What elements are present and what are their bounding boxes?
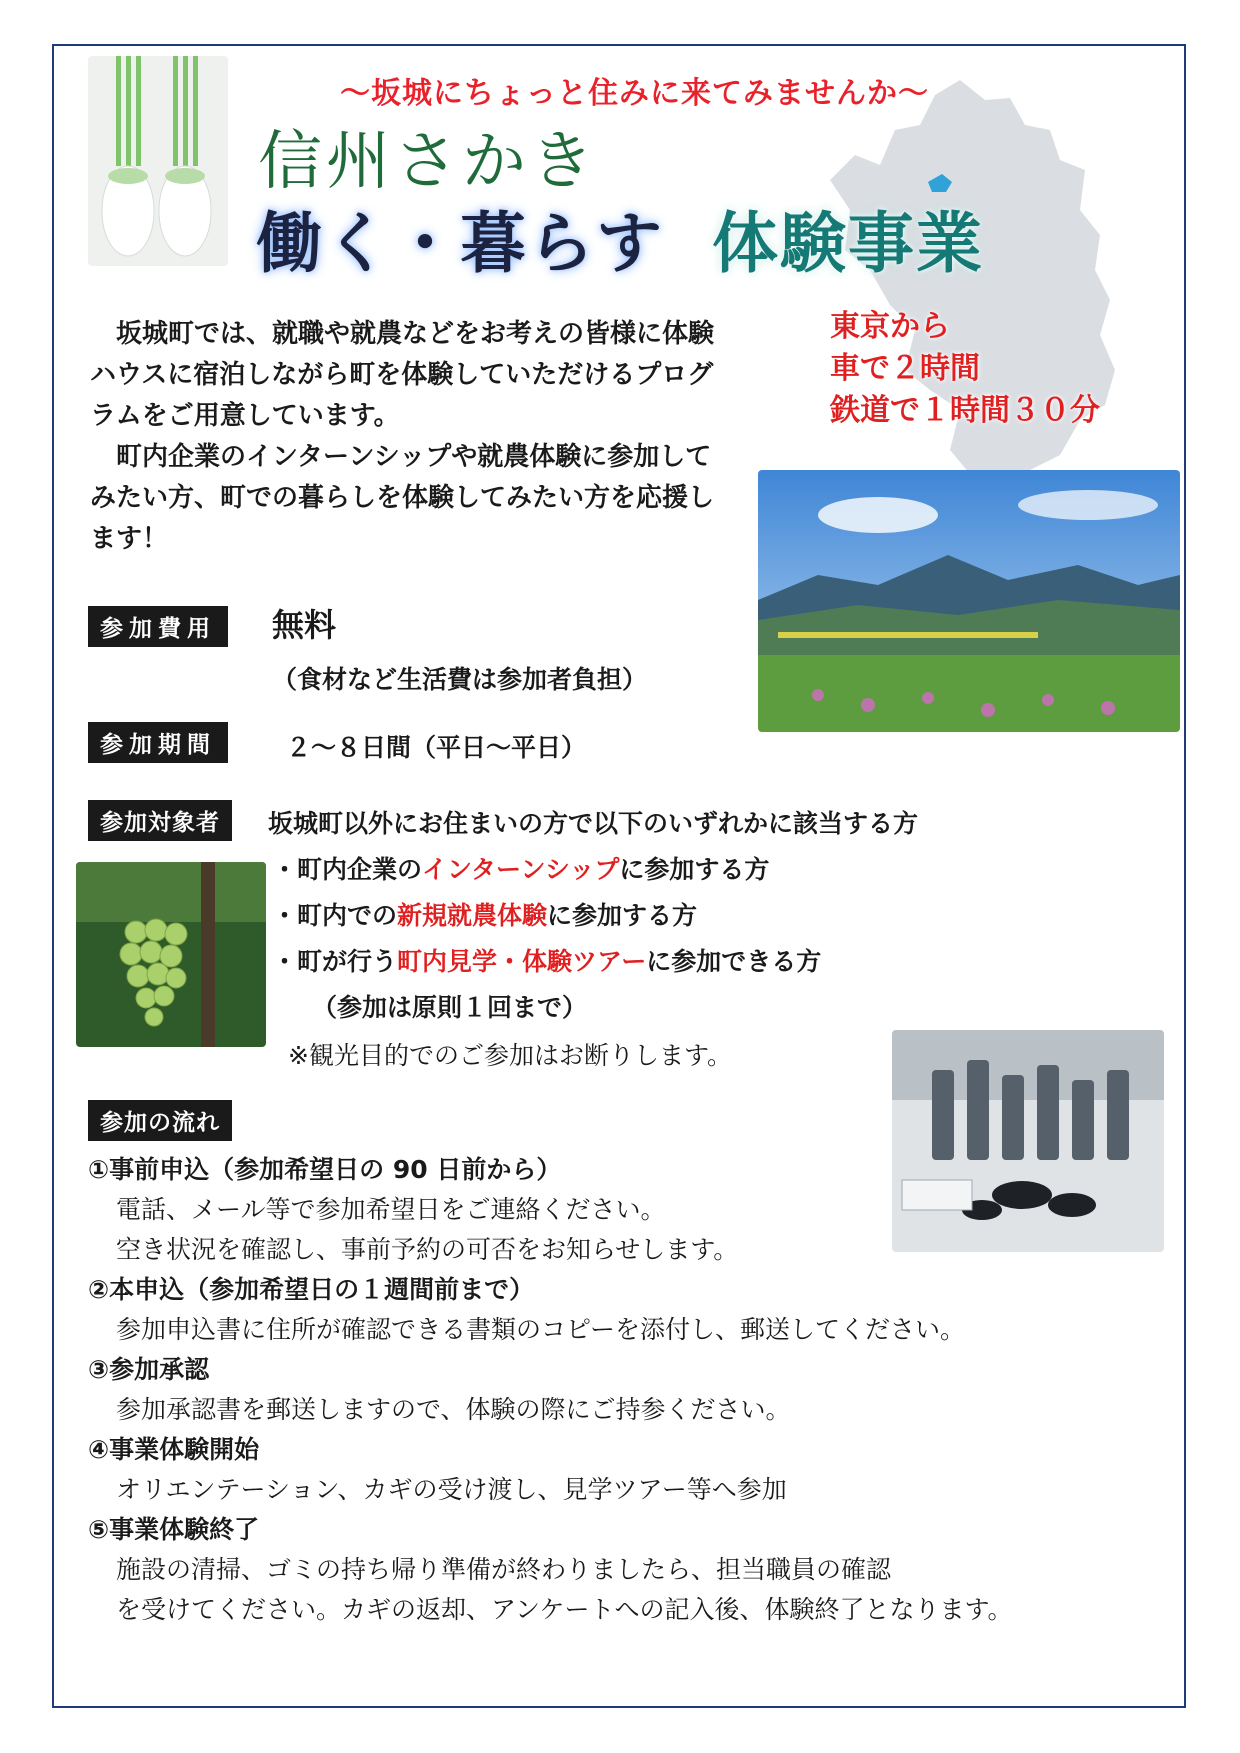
period-value: ２～８日間（平日～平日） [286,733,587,762]
target-label: 参加対象者 [88,800,232,841]
access-info [830,306,1100,432]
title-line2-b: 体験事業 [712,205,984,282]
period-label: 参加期間 [88,722,228,763]
flow-step-title: ①事前申込（参加希望日の 90 日前から） [88,1155,562,1184]
fee-note: （食材など生活費は参加者負担） [272,665,648,694]
flow-step-4 [88,1430,1168,1510]
target-limit: （参加は原則１回まで） [312,993,588,1022]
nagano-map-silhouette [810,70,1140,500]
flow-label: 参加の流れ [88,1100,232,1141]
access-line2: 車で２時間 [830,351,980,386]
flow-step-5 [88,1510,1168,1630]
flow-step-title: ⑤事業体験終了 [88,1515,260,1544]
flow-step-body: 空き状況を確認し、事前予約の可否をお知らせします。 [116,1235,739,1264]
flow-step-title: ④事業体験開始 [88,1435,260,1464]
fee-value: 無料 [272,606,337,644]
target-note: ※観光目的でのご参加はお断りします。 [288,1041,732,1070]
grapes-photo [76,862,266,1047]
flow-steps [88,1150,1168,1630]
flow-step-title: ③参加承認 [88,1355,210,1384]
fee-label: 参加費用 [88,606,228,647]
access-line1: 東京から [830,309,950,344]
tagline: ～坂城にちょっと住みに来てみませんか～ [340,76,929,111]
target-item-1: ・町内企業のインターンシップに参加する方 [272,855,770,884]
flow-step-2 [88,1270,1168,1350]
flow-step-body: 参加承認書を郵送しますので、体験の際にご持参ください。 [116,1395,791,1424]
flow-step-body: オリエンテーション、カギの受け渡し、見学ツアー等へ参加 [116,1475,787,1504]
radish-photo [88,56,228,266]
flow-step-body: 電話、メール等で参加希望日をご連絡ください。 [116,1195,666,1224]
intro-paragraph-2: 町内企業のインターンシップや就農体験に参加してみたい方、町での暮らしを体験してみたい方を応援します！ [90,442,715,554]
target-item-3: ・町が行う町内見学・体験ツアーに参加できる方 [272,947,822,976]
flow-step-3 [88,1350,1168,1430]
target-item-2: ・町内での新規就農体験に参加する方 [272,901,698,930]
flow-step-body: 参加申込書に住所が確認できる書類のコピーを添付し、郵送してください。 [116,1315,966,1344]
flow-step-body: を受けてください。カギの返却、アンケートへの記入後、体験終了となります。 [116,1595,1013,1624]
intro-paragraph-1: 坂城町では、就職や就農などをお考えの皆様に体験ハウスに宿泊しながら町を体験していただけるプログラムをご用意しています。 [90,319,715,431]
flow-step-1 [88,1150,1168,1270]
title-line2-a: 働く・暮らす [256,205,664,282]
access-line3: 鉄道で１時間３０分 [830,393,1100,428]
intro-text [90,314,730,560]
flow-step-title: ②本申込（参加希望日の１週間前まで） [88,1275,535,1304]
landscape-photo [758,470,1180,732]
target-lead: 坂城町以外にお住まいの方で以下のいずれかに該当する方 [268,809,919,838]
title-line1: 信州さかき [258,125,598,199]
flow-step-body: 施設の清掃、ゴミの持ち帰り準備が終わりましたら、担当職員の確認 [116,1555,892,1584]
